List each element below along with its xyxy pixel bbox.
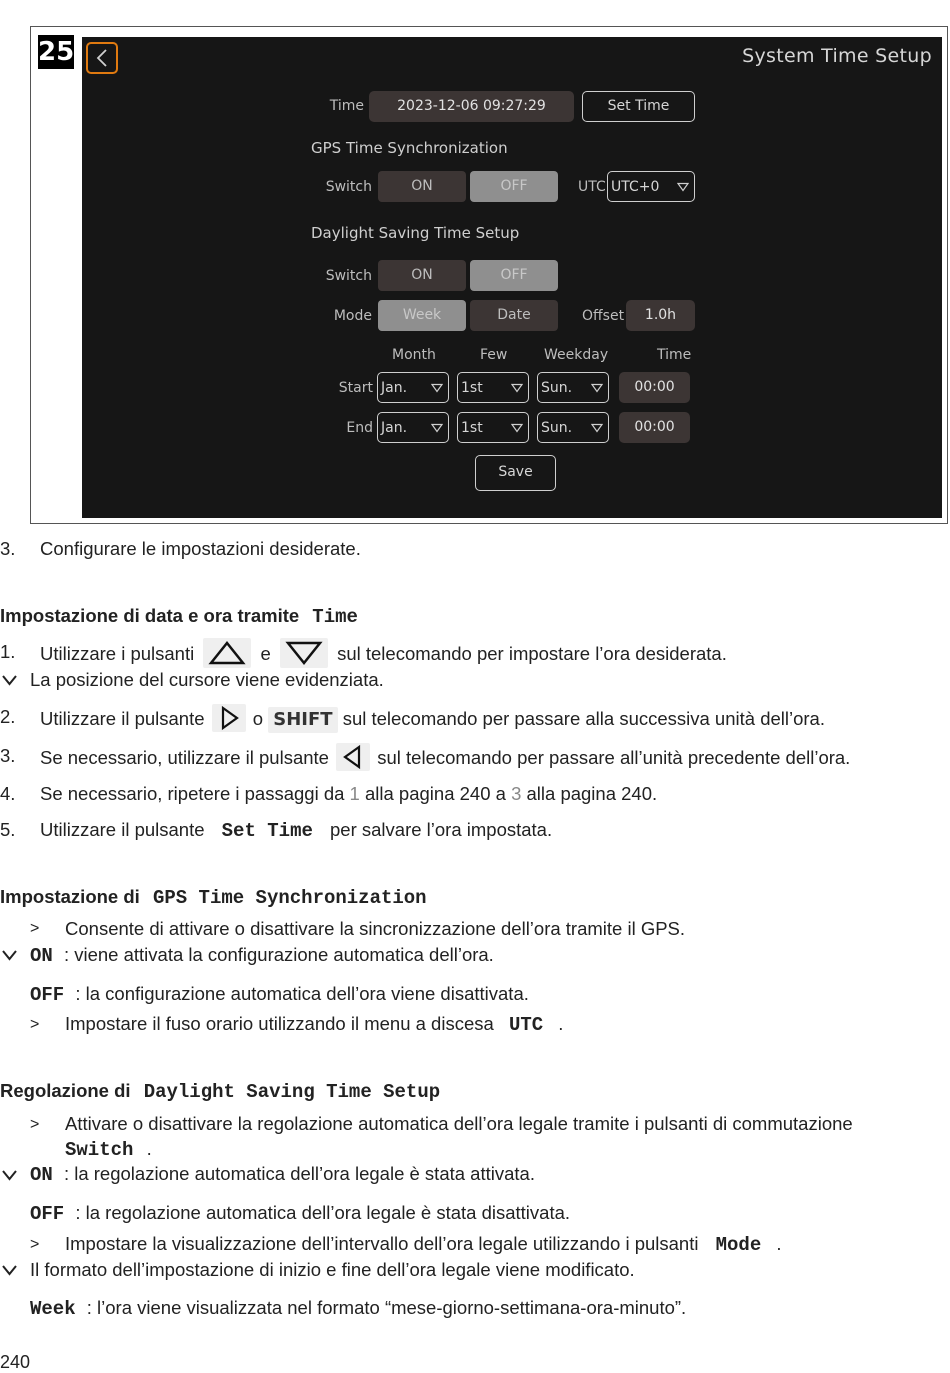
end-month-value: Jan. (381, 419, 408, 436)
step-text (40, 706, 825, 734)
step-number: 2. (0, 706, 16, 727)
text-span: : viene attivata la configurazione automatica dell’ora. (63, 944, 494, 965)
left-arrow-key (336, 743, 370, 771)
end-weekday-dropdown[interactable] (537, 412, 609, 443)
start-month-dropdown[interactable] (377, 372, 449, 403)
result-text: La posizione del cursore viene evidenziata. (30, 669, 384, 690)
heading-text: Regolazione di (0, 1080, 131, 1101)
step-text (40, 783, 657, 805)
step-number: 5. (0, 819, 16, 840)
page-number: 240 (0, 1352, 31, 1372)
bullet-text: Consente di attivare o disattivare la sincronizzazione dell’ora tramite il GPS. (65, 918, 686, 939)
col-month: Month (392, 347, 436, 363)
triangle-down-icon (591, 383, 603, 392)
result-text (30, 1163, 535, 1186)
text-span: Se necessario, ripetere i passaggi da (40, 783, 345, 804)
bullet-chevron-icon: > (30, 1236, 40, 1253)
start-weekday-value: Sun. (541, 379, 573, 396)
inline-code: UTC (508, 1014, 544, 1036)
bullet-text: Attivare o disattivare la regolazione automatica dell’ora legale tramite i pulsanti di commutazione (65, 1113, 853, 1134)
text-span: sul telecomando per passare alla successiva unità dell’ora. (342, 707, 825, 729)
utc-value: UTC+0 (611, 178, 660, 195)
triangle-right-icon (212, 704, 246, 732)
heading-code: Daylight Saving Time Setup (143, 1081, 441, 1103)
gps-on-button[interactable]: ON (378, 171, 466, 202)
up-arrow-key (203, 638, 251, 668)
start-weekday-dropdown[interactable] (537, 372, 609, 403)
step-number: 3. (0, 538, 16, 559)
figure-number: 25 (38, 37, 75, 67)
triangle-down-icon (431, 383, 443, 392)
step-link[interactable]: 3 (511, 783, 522, 804)
start-month-value: Jan. (381, 379, 408, 396)
end-month-dropdown[interactable] (377, 412, 449, 443)
heading-code: GPS Time Synchronization (152, 887, 427, 909)
gps-section-title: GPS Time Synchronization (311, 139, 508, 157)
system-time-setup-screen (82, 37, 942, 518)
triangle-down-icon (511, 423, 523, 432)
text-span: Utilizzare i pulsanti (40, 642, 195, 664)
inline-code: OFF (30, 984, 65, 1006)
offset-label: Offset (582, 308, 625, 324)
text-span: Impostare il fuso orario utilizzando il menu a discesa (65, 1013, 494, 1034)
utc-label: UTC (578, 179, 606, 195)
end-few-dropdown[interactable] (457, 412, 529, 443)
triangle-up-icon (203, 638, 251, 668)
time-label: Time (329, 98, 364, 114)
heading-code: Time (312, 606, 358, 628)
bullet-text (65, 1233, 782, 1256)
start-few-dropdown[interactable] (457, 372, 529, 403)
text-span: : l’ora viene visualizzata nel formato “mese-giorno-settimana-ora-minuto”. (86, 1297, 687, 1318)
triangle-down-icon (591, 423, 603, 432)
offset-value-field[interactable]: 1.0h (626, 300, 695, 331)
bullet-chevron-icon: > (30, 920, 40, 937)
step-text (40, 819, 552, 842)
text-span: sul telecomando per passare all’unità precedente dell’ora. (377, 746, 851, 768)
result-check-icon (2, 1264, 17, 1276)
inline-code: ON (30, 945, 53, 967)
mode-week-button[interactable]: Week (378, 300, 466, 331)
section-heading-gps (0, 886, 427, 909)
set-time-button[interactable]: Set Time (582, 91, 695, 122)
bullet-chevron-icon: > (30, 1116, 40, 1133)
dst-off-button[interactable]: OFF (470, 260, 558, 291)
gps-switch-label: Switch (325, 179, 372, 195)
start-time-field[interactable]: 00:00 (619, 372, 690, 403)
triangle-down-icon (431, 423, 443, 432)
text-span: Utilizzare il pulsante (40, 707, 205, 729)
triangle-down-icon (511, 383, 523, 392)
end-time-field[interactable]: 00:00 (619, 412, 690, 443)
section-heading-dst (0, 1080, 440, 1103)
text-span: alla pagina 240 a (364, 783, 506, 804)
step-number: 1. (0, 641, 16, 662)
mode-label: Mode (333, 308, 372, 324)
result-text: Il formato dell’impostazione di inizio e fine dell’ora legale viene modificato. (30, 1259, 635, 1280)
screen-title: System Time Setup (742, 45, 932, 67)
inline-code: ON (30, 1164, 53, 1186)
bullet-text (65, 1013, 563, 1036)
inline-code: OFF (30, 1203, 65, 1225)
bullet-chevron-icon: > (30, 1016, 40, 1033)
heading-text: Impostazione di (0, 886, 140, 907)
right-arrow-key (212, 704, 246, 732)
result-check-icon (2, 949, 17, 961)
result-text (30, 983, 529, 1006)
text-span: e (260, 642, 271, 664)
dst-section-title: Daylight Saving Time Setup (311, 224, 520, 242)
text-span: per salvare l’ora impostata. (330, 819, 553, 840)
result-check-icon (2, 674, 17, 686)
inline-code: Week (30, 1298, 76, 1320)
text-span: o (252, 707, 264, 729)
section-heading-time (0, 605, 358, 628)
inline-code: Mode (715, 1234, 762, 1256)
col-few: Few (480, 347, 508, 363)
dst-switch-label: Switch (325, 268, 372, 284)
step-text (40, 745, 850, 773)
text-span: . (146, 1138, 152, 1159)
text-span: : la configurazione automatica dell’ora viene disattivata. (75, 983, 529, 1004)
start-few-value: 1st (461, 379, 483, 396)
inline-code: Switch (65, 1139, 134, 1161)
col-weekday: Weekday (544, 347, 609, 363)
text-span: alla pagina 240. (526, 783, 658, 804)
end-few-value: 1st (461, 419, 483, 436)
gps-off-button[interactable]: OFF (470, 171, 558, 202)
text-span: : la regolazione automatica dell’ora legale è stata attivata. (63, 1163, 535, 1184)
shift-key: SHIFT (268, 707, 337, 733)
text-span: sul telecomando per impostare l’ora desiderata. (337, 642, 727, 664)
step-number: 3. (0, 745, 16, 766)
result-text (30, 1202, 570, 1225)
start-label: Start (338, 380, 373, 396)
inline-code: Set Time (221, 820, 313, 842)
down-arrow-key (280, 638, 328, 668)
result-check-icon (2, 1169, 17, 1181)
text-span: . (776, 1233, 782, 1254)
utc-dropdown[interactable] (607, 171, 695, 202)
heading-text: Impostazione di data e ora tramite (0, 605, 300, 626)
step-link[interactable]: 1 (349, 783, 360, 804)
mode-date-button[interactable]: Date (470, 300, 558, 331)
triangle-left-icon (336, 743, 370, 771)
end-weekday-value: Sun. (541, 419, 573, 436)
text-span: : la regolazione automatica dell’ora legale è stata disattivata. (75, 1202, 571, 1223)
result-text (30, 1297, 686, 1320)
text-span: Impostare la visualizzazione dell’intervallo dell’ora legale utilizzando i pulsanti (65, 1233, 699, 1254)
step-number: 4. (0, 783, 16, 804)
result-text (30, 944, 494, 967)
text-span: Se necessario, utilizzare il pulsante (40, 746, 329, 768)
chevron-left-icon (95, 49, 109, 67)
save-button[interactable]: Save (475, 455, 556, 491)
step-text (40, 640, 727, 670)
end-label: End (346, 420, 373, 436)
text-span: . (558, 1013, 564, 1034)
text-span: Utilizzare il pulsante (40, 819, 205, 840)
time-value-field[interactable]: 2023-12-06 09:27:29 (369, 91, 574, 122)
back-button[interactable] (86, 42, 118, 74)
triangle-down-icon (677, 182, 689, 191)
step-text: Configurare le impostazioni desiderate. (40, 538, 361, 559)
col-time: Time (657, 347, 692, 363)
dst-on-button[interactable]: ON (378, 260, 466, 291)
triangle-down-icon (280, 638, 328, 668)
bullet-text-continued (65, 1138, 152, 1161)
